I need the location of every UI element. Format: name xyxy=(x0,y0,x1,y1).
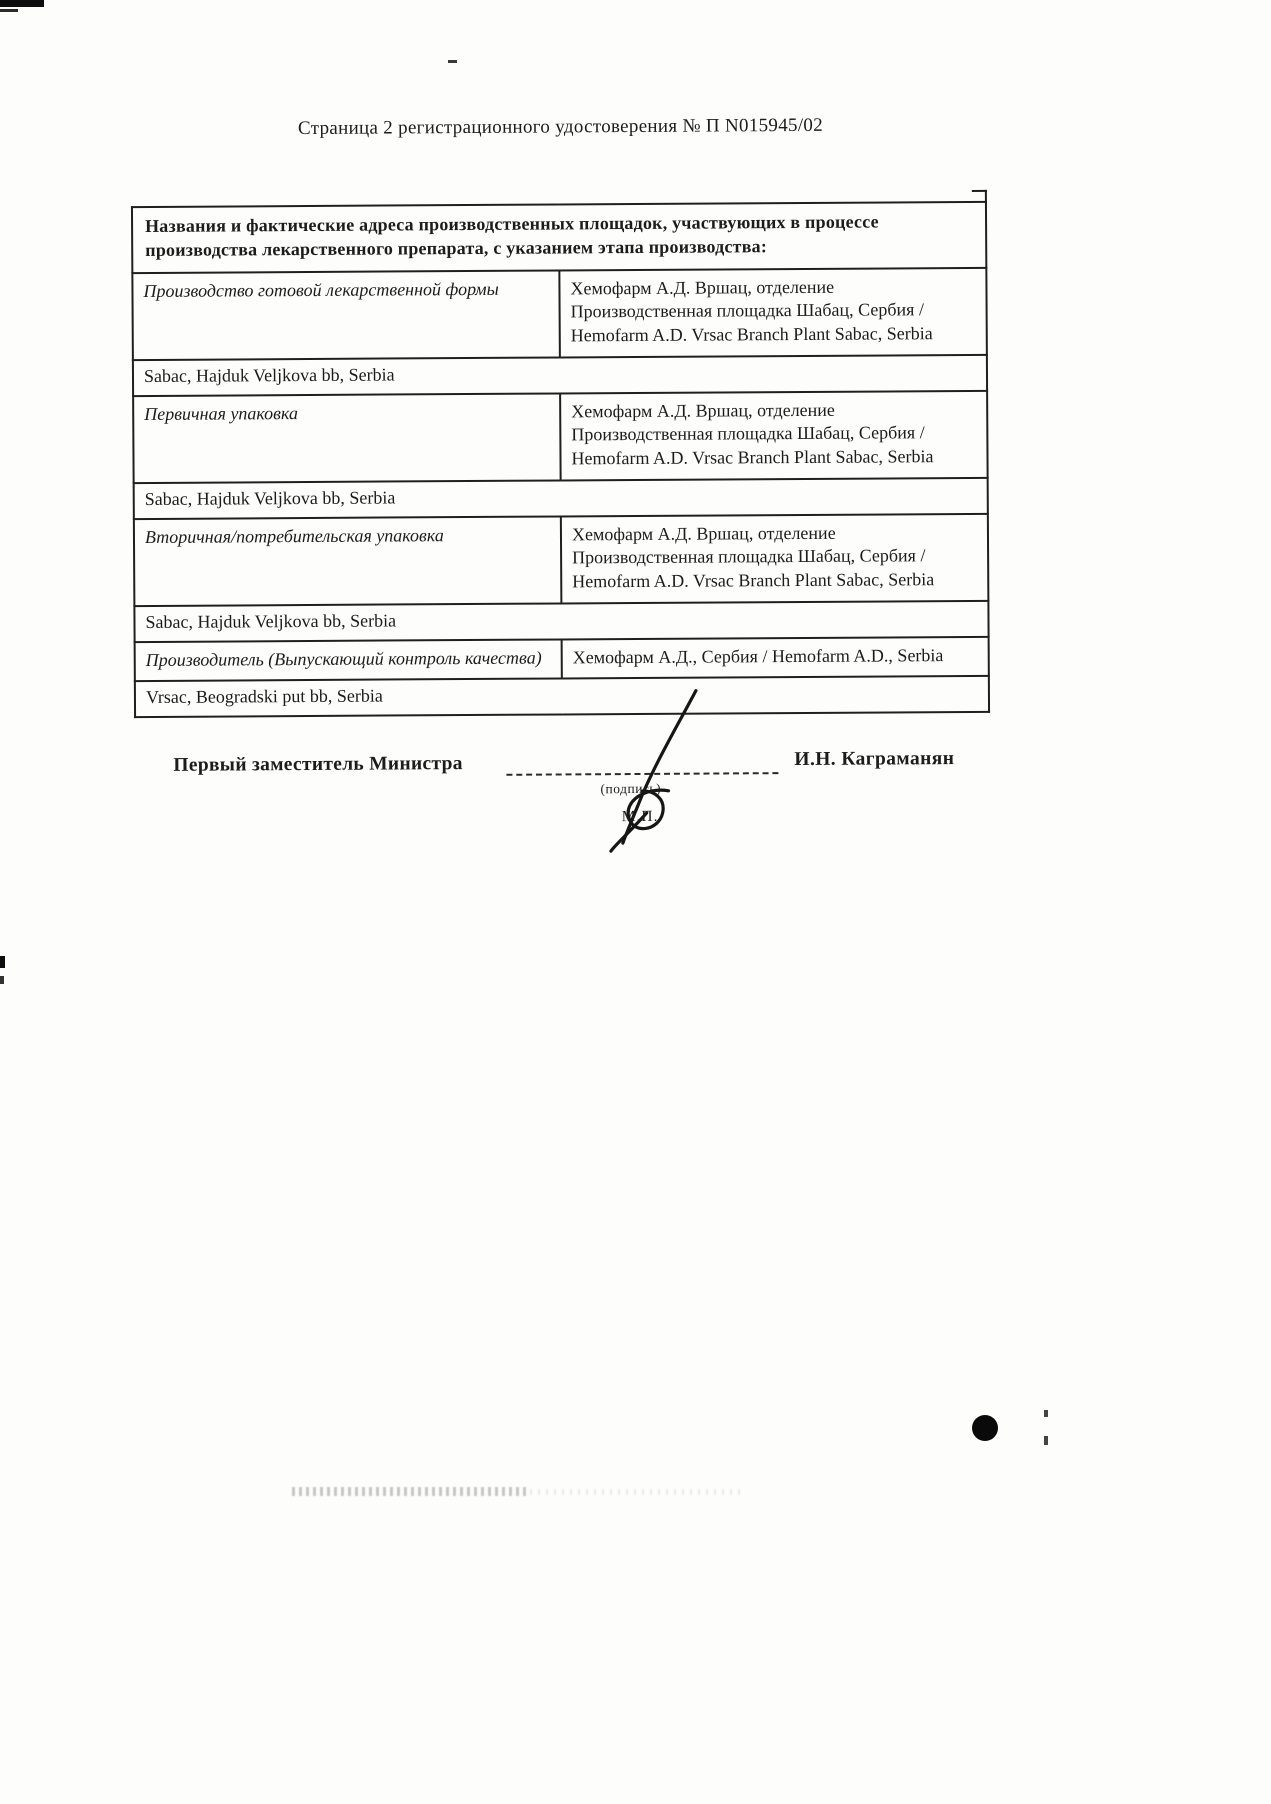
scan-speck-artifact xyxy=(1044,1436,1048,1445)
site-cell: Хемофарм А.Д. Вршац, отделение Производственная площадка Шабац, Сербия / Hemofarm A.D. Vrsac Branch Plant Sabac, Serbia xyxy=(559,267,987,357)
page-header: Страница 2 регистрационного удостоверения № П N015945/02 xyxy=(297,114,824,140)
address-cell: Sabac, Hajduk Veljkova bb, Serbia xyxy=(134,601,988,642)
stamp-mark: М.П. xyxy=(621,807,659,826)
stage-cell: Вторичная/потребительская упаковка xyxy=(134,516,562,606)
address-cell: Sabac, Hajduk Veljkova bb, Serbia xyxy=(133,355,987,396)
scan-edge-artifact xyxy=(0,9,18,12)
table-row xyxy=(133,390,988,482)
scan-edge-artifact xyxy=(0,0,44,7)
scan-speck-artifact xyxy=(1044,1410,1048,1417)
signature-caption: (подпись) xyxy=(600,780,662,797)
scan-edge-artifact xyxy=(0,976,4,984)
stage-cell: Производство готовой лекарственной формы xyxy=(132,270,560,360)
stage-cell: Производитель (Выпускающий контроль качества) xyxy=(135,639,562,681)
site-cell: Хемофарм А.Д. Вршац, отделение Производственная площадка Шабац, Сербия / Hemofarm A.D. Vrsac Branch Plant Sabac, Serbia xyxy=(561,513,989,603)
scan-corner-artifact xyxy=(972,190,987,202)
table-row xyxy=(135,636,989,681)
signature-glyph xyxy=(584,684,725,855)
scan-edge-artifact xyxy=(0,956,5,968)
black-dot-artifact xyxy=(972,1415,998,1441)
signatory-name: И.Н. Каграманян xyxy=(794,748,955,771)
table-title-row xyxy=(132,202,986,273)
scan-noise-artifact xyxy=(292,1487,527,1496)
address-cell: Vrsac, Beogradski put bb, Serbia xyxy=(135,676,989,717)
table-row xyxy=(133,355,987,396)
table-row xyxy=(135,676,989,717)
table-title: Названия и фактические адреса производственных площадок, участвующих в процессе производства лекарственного препарата, с указанием этапа производства: xyxy=(132,202,986,273)
scan-noise-artifact xyxy=(530,1489,740,1495)
signatory-title: Первый заместитель Министра xyxy=(173,753,463,776)
stage-cell: Первичная упаковка xyxy=(133,393,561,483)
table-row xyxy=(134,513,989,605)
site-cell: Хемофарм А.Д. Вршац, отделение Производственная площадка Шабац, Сербия / Hemofarm A.D. Vrsac Branch Plant Sabac, Serbia xyxy=(560,390,988,480)
site-cell: Хемофарм А.Д., Сербия / Hemofarm A.D., Serbia xyxy=(562,636,989,678)
address-cell: Sabac, Hajduk Veljkova bb, Serbia xyxy=(134,478,988,519)
production-sites-table xyxy=(131,201,990,718)
table-row xyxy=(134,601,988,642)
table-row xyxy=(134,478,988,519)
scan-speck-artifact xyxy=(448,60,457,63)
table-row xyxy=(132,267,987,359)
